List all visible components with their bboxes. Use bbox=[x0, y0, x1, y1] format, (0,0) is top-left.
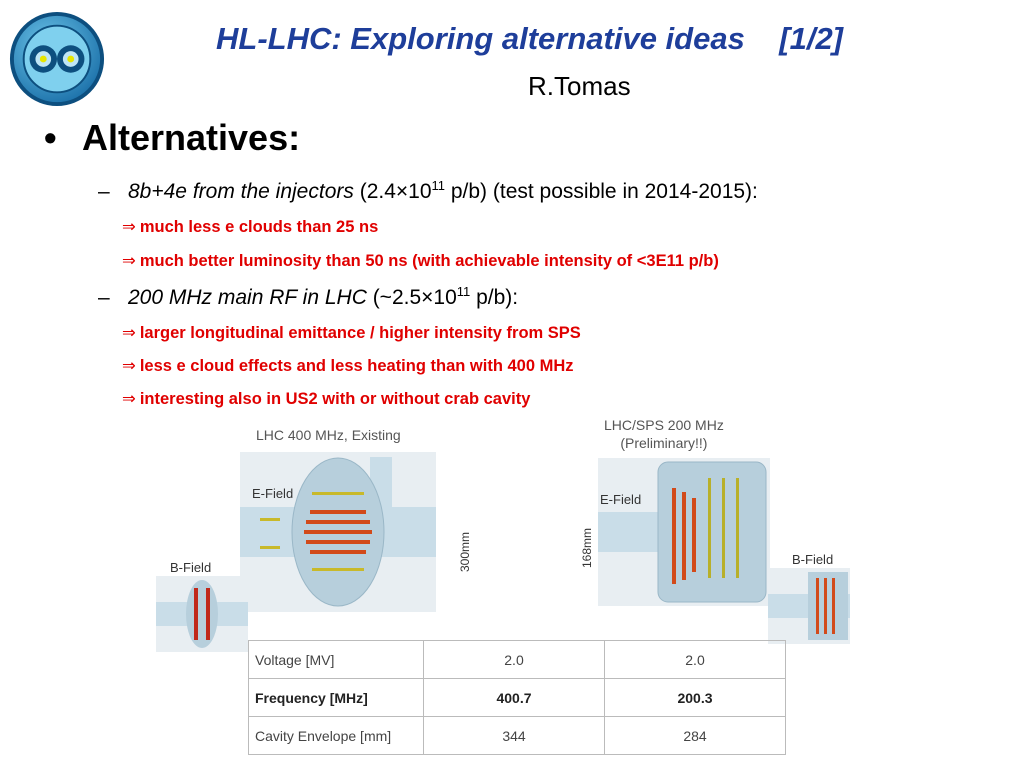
table-row bbox=[249, 717, 786, 755]
table-cell-value: 200.3 bbox=[605, 679, 786, 717]
item-exponent: 11 bbox=[431, 178, 446, 193]
bfield-label-left: B-Field bbox=[170, 560, 212, 575]
dimension-right: 168mm bbox=[580, 527, 594, 568]
implies-icon: ⇒ bbox=[122, 252, 136, 270]
dimension-left: 300mm bbox=[458, 531, 472, 572]
item-name: 8b+4e from the injectors bbox=[128, 180, 354, 203]
item-text: (~2.5×10 bbox=[366, 286, 457, 309]
item-text: (2.4×10 bbox=[353, 180, 432, 203]
bfield-400mhz-image bbox=[156, 576, 248, 652]
sub-item-text: larger longitudinal emittance / higher intensity from SPS bbox=[139, 324, 581, 342]
implies-icon: ⇒ bbox=[122, 218, 136, 236]
table-row bbox=[249, 679, 786, 717]
implies-icon: ⇒ bbox=[122, 357, 136, 375]
table-cell-value: 2.0 bbox=[424, 641, 605, 679]
list-item-injectors bbox=[98, 180, 758, 203]
bfield-label-right: B-Field bbox=[792, 552, 834, 567]
heading-bullet bbox=[44, 118, 300, 158]
figure-left-caption: LHC 400 MHz, Existing bbox=[256, 427, 401, 443]
sub-item-text: interesting also in US2 with or without crab cavity bbox=[139, 390, 531, 408]
efield-label-right: E-Field bbox=[600, 492, 642, 507]
table-cell-value: 400.7 bbox=[424, 679, 605, 717]
sub-item bbox=[122, 218, 378, 236]
sub-item bbox=[122, 252, 719, 270]
heading-text: Alternatives: bbox=[82, 117, 301, 158]
dash-icon: – bbox=[98, 180, 110, 203]
table-cell-value: 284 bbox=[605, 717, 786, 755]
list-item-200mhz bbox=[98, 286, 518, 309]
sub-item bbox=[122, 357, 574, 375]
table-cell-label: Frequency [MHz] bbox=[249, 679, 424, 717]
sub-item-text: much less e clouds than 25 ns bbox=[139, 218, 379, 236]
table-cell-label: Voltage [MV] bbox=[249, 641, 424, 679]
bullet-icon: • bbox=[44, 117, 57, 158]
table-cell-value: 344 bbox=[424, 717, 605, 755]
efield-label-left: E-Field bbox=[252, 486, 294, 501]
lhc-logo bbox=[8, 10, 106, 108]
item-exponent: 11 bbox=[456, 284, 471, 299]
sub-item-text: less e cloud effects and less heating than with 400 MHz bbox=[139, 357, 574, 375]
table-cell-label: Cavity Envelope [mm] bbox=[249, 717, 424, 755]
slide-title: HL-LHC: Exploring alternative ideas [1/2] bbox=[216, 21, 844, 56]
dash-icon: – bbox=[98, 286, 110, 309]
parameters-table bbox=[248, 640, 786, 755]
implies-icon: ⇒ bbox=[122, 324, 136, 342]
cavity-200mhz-image bbox=[598, 458, 770, 606]
table-cell-value: 2.0 bbox=[605, 641, 786, 679]
table-row bbox=[249, 641, 786, 679]
item-name: 200 MHz main RF in LHC bbox=[128, 286, 367, 309]
author-name: R.Tomas bbox=[528, 71, 631, 101]
sub-item-text: much better luminosity than 50 ns (with achievable intensity of <3E11 p/b) bbox=[139, 252, 719, 270]
bfield-200mhz-image bbox=[768, 568, 850, 644]
sub-item bbox=[122, 390, 530, 408]
implies-icon: ⇒ bbox=[122, 390, 136, 408]
item-text-end: p/b): bbox=[470, 286, 519, 309]
cavity-400mhz-image bbox=[240, 452, 436, 612]
figure-right-caption: LHC/SPS 200 MHz (Preliminary!!) bbox=[604, 417, 724, 452]
item-text-end: p/b) (test possible in 2014-2015): bbox=[445, 180, 758, 203]
sub-item bbox=[122, 324, 581, 342]
